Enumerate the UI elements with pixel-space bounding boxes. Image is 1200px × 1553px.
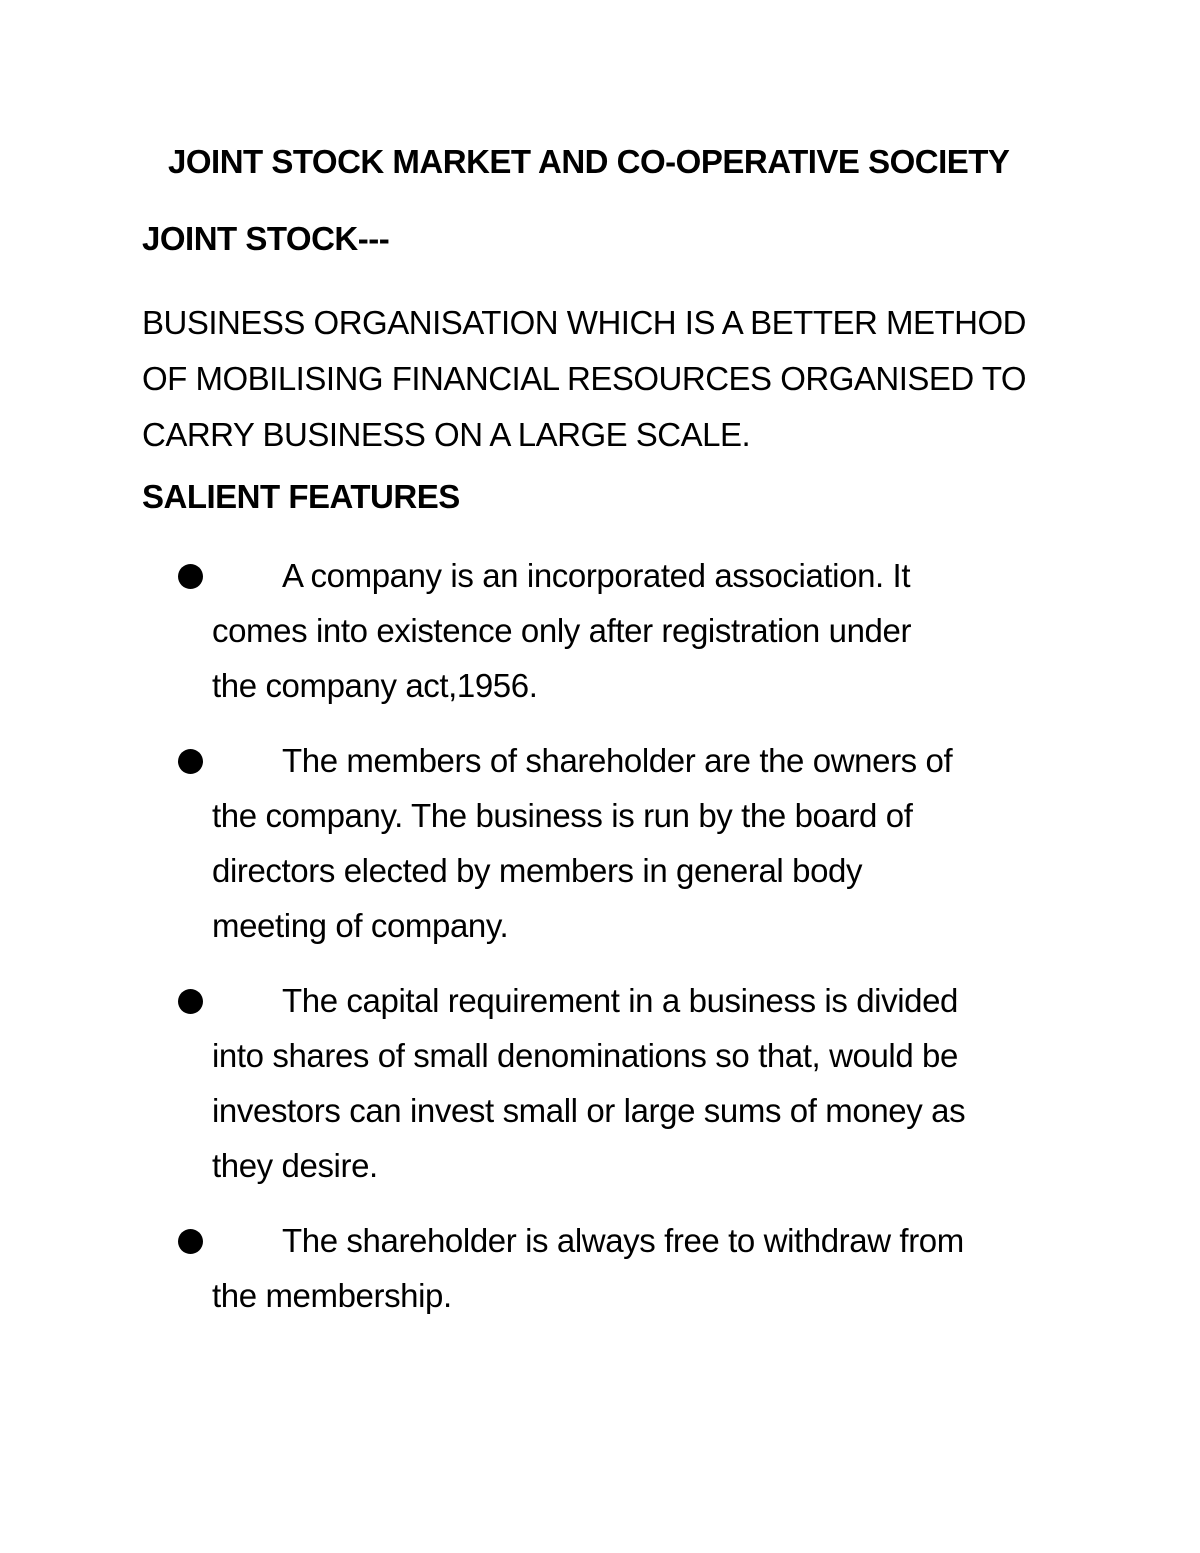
bullet-icon: [178, 989, 203, 1014]
feature-line: meeting of company.: [212, 907, 509, 944]
feature-line: investors can invest small or large sums of money as: [212, 1092, 966, 1129]
feature-line: comes into existence only after registration under: [212, 612, 912, 649]
feature-item: [0, 973, 1082, 1193]
bullet-icon: [178, 749, 203, 774]
bullet-icon: [178, 1229, 203, 1254]
features-heading: SALIENT FEATURES: [142, 478, 460, 515]
feature-line: directors elected by members in general body: [212, 852, 863, 889]
definition-line: CARRY BUSINESS ON A LARGE SCALE.: [142, 416, 751, 453]
definition-paragraph: [142, 295, 1042, 463]
section-heading-joint-stock: JOINT STOCK---: [142, 220, 390, 257]
feature-text: [212, 548, 1082, 713]
feature-text: [212, 733, 1082, 953]
features-list: [0, 548, 1082, 1343]
feature-line: into shares of small denominations so that, would be: [212, 1037, 958, 1074]
feature-line: they desire.: [212, 1147, 378, 1184]
feature-line: The shareholder is always free to withdraw from: [282, 1222, 964, 1259]
feature-line: The capital requirement in a business is divided: [282, 982, 959, 1019]
feature-item: [0, 1213, 1082, 1323]
feature-line: A company is an incorporated association. It: [282, 557, 911, 594]
definition-line: OF MOBILISING FINANCIAL RESOURCES ORGANISED TO: [142, 360, 1027, 397]
feature-text: [212, 1213, 1082, 1323]
feature-line: The members of shareholder are the owners of: [282, 742, 953, 779]
bullet-icon: [178, 564, 203, 589]
feature-text: [212, 973, 1082, 1193]
feature-line: the company act,1956.: [212, 667, 538, 704]
feature-line: the membership.: [212, 1277, 452, 1314]
document-title: JOINT STOCK MARKET AND CO-OPERATIVE SOCIETY: [168, 143, 1010, 180]
feature-line: the company. The business is run by the board of: [212, 797, 913, 834]
feature-item: [0, 733, 1082, 953]
feature-item: [0, 548, 1082, 713]
definition-line: BUSINESS ORGANISATION WHICH IS A BETTER METHOD: [142, 304, 1027, 341]
